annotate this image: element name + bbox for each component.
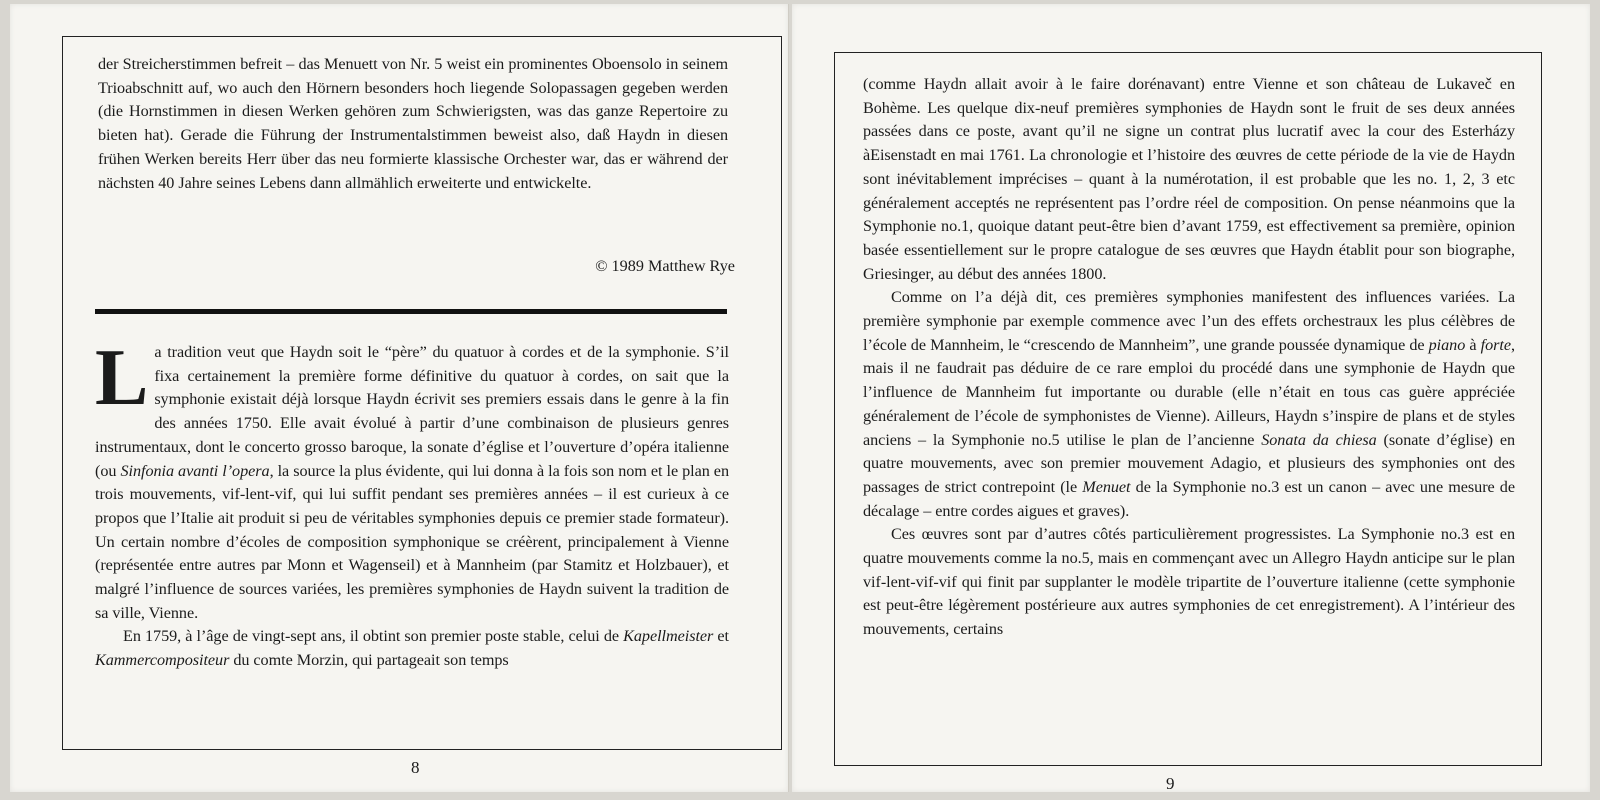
italic-title: Sonata da chiesa: [1261, 430, 1377, 449]
text-run: , la source la plus évidente, qui lui donna à la fois son nom et le plan en trois mouvements, vif-lent-vif, qui lui suffit pendant ses premières années – il est curieux à ce propos que l’Italie ait produit si peu de véritables symphonies depuis ce premier stade formateur). Un certain nombre d’écoles de composition symphonique se créèrent, principalement à Vienne (représentée entre autres par Monn et Wagenseil) et à Mannheim (par Stamitz et Holzbauer), et malgré l’influence de sources variées, les premières symphonies de Haydn suivent la tradition de sa ville, Vienne.: [95, 461, 729, 622]
italic-title: Sinfonia avanti l’opera: [120, 461, 270, 480]
right-page-frame: [834, 52, 1542, 766]
right-paragraph-3: Ces œuvres sont par d’autres côtés particulièrement progressistes. La Symphonie no.3 est en quatre mouvements comme la no.5, mais en commençant avec un Allegro Haydn anticipe sur le plan vif-lent-vif-vif qui finit par supplanter le modèle tripartite de l’ouverture italienne (cette symphonie est peut-être légèrement postérieure aux autres symphonies de cet enregistrement). A l’intérieur des mouvements, certains: [863, 525, 1515, 639]
page-number-right: 9: [1166, 774, 1175, 793]
text-run: , mais il ne faudrait pas déduire de ce rare emploi du procédé dans une symphonie de Haydn que l’influence de Mannheim fut importante ou durable (elle n’était en tous cas guère appréciée généralement de l’école de symphonistes de Vienne). Ailleurs, Haydn s’inspire de plans et de styles anciens – la Symphonie no.5 utilise le plan de l’ancienne: [863, 335, 1515, 449]
right-paragraph-1: (comme Haydn allait avoir à le faire dorénavant) entre Vienne et son château de Lukaveč en Bohème. Les quelque dix-neuf premières symphonies de Haydn sont le fruit de ses deux années passées dans ce poste, avant qu’il ne signe un contrat plus lucratif avec la cour des Esterházy àEisenstadt en mai 1761. La chronologie et l’histoire des œuvres de cette période de la vie de Haydn sont inévitablement imprécises – quant à la numérotation, il est probable que les no. 1, 2, 3 etc généralement acceptés ne représentent pas l’ordre réel de composition. On pense néanmoins que la Symphonie no.1, quoique datant peut-être bien d’avant 1759, est effectivement sa première, opinion basée essentiellement sur le propre catalogue de ses œuvres que Haydn établit pour son biographe, Griesinger, au début des années 1800.: [863, 75, 1515, 283]
copyright-line: © 1989 Matthew Rye: [595, 257, 735, 275]
drop-cap: L: [95, 334, 149, 422]
german-paragraph: der Streicherstimmen befreit – das Menuett von Nr. 5 weist ein prominentes Oboensolo in seinem Trioabschnitt auf, wo auch den Hörnern besonders hoch liegende Solopassagen gegeben werden (die Hornstimmen in diesen Werken gehören zum Schwierigsten, was das ganze Repertoire zu bieten hat). Gerade die Führung der Instrumentalstimmen beweist also, daß Haydn in diesen frühen Werken bereits Herr über das neu formierte klassische Orchester war, das er während der nächsten 40 Jahre seines Lebens dann allmählich erweiterte und entwickelte.: [98, 55, 728, 192]
italic-term: Kammercompositeur: [95, 651, 230, 670]
left-page: [10, 4, 789, 792]
text-run: de la Symphonie no.3 est un canon – avec une mesure de décalage – entre cordes aigues et graves).: [863, 477, 1515, 520]
french-text-right: [863, 73, 1515, 642]
section-divider: [95, 309, 727, 314]
text-run: du comte Morzin, qui partageait son temps: [229, 651, 509, 670]
text-run: En 1759, à l’âge de vingt-sept ans, il obtint son premier poste stable, celui de: [123, 627, 624, 646]
italic-term: piano: [1428, 335, 1466, 354]
text-run: à: [1465, 335, 1481, 354]
italic-term: forte: [1480, 335, 1511, 354]
french-text-left: [95, 334, 729, 673]
left-page-frame: [62, 36, 782, 750]
text-run: (sonate d’église) en quatre mouvements, avec son premier mouvement Adagio, et plusieurs des symphonies ont des passages de strict contrepoint (le: [863, 430, 1515, 496]
text-run: Comme on l’a déjà dit, ces premières symphonies manifestent des influences variées. La première symphonie par exemple commence avec l’un des effets orchestraux les plus célèbres de l’école de Mannheim, le “crescendo de Mannheim”, une grande poussée dynamique de: [863, 288, 1515, 354]
right-page: [792, 4, 1590, 792]
italic-term: Kapellmeister: [623, 627, 714, 646]
right-paragraph-2: [863, 286, 1515, 523]
text-run: et: [713, 627, 729, 646]
text-run: a tradition veut que Haydn soit le “père” du quatuor à cordes et de la symphonie. S’il fixa certainement la première forme définitive du quatuor à cordes, on sait que la symphonie existait déjà lorsque Haydn écrivit ses premiers essais dans le genre à la fin des années 1750. Elle avait évolué à partir d’une combinaison de plusieurs genres instrumentaux, dont le concerto grosso baroque, la sonate d’église et l’ouverture d’opéra italienne (ou: [95, 343, 729, 480]
page-number-left: 8: [411, 758, 420, 777]
french-paragraph-1: [95, 334, 729, 625]
french-paragraph-2: [95, 625, 729, 672]
italic-term: Menuet: [1082, 477, 1131, 496]
